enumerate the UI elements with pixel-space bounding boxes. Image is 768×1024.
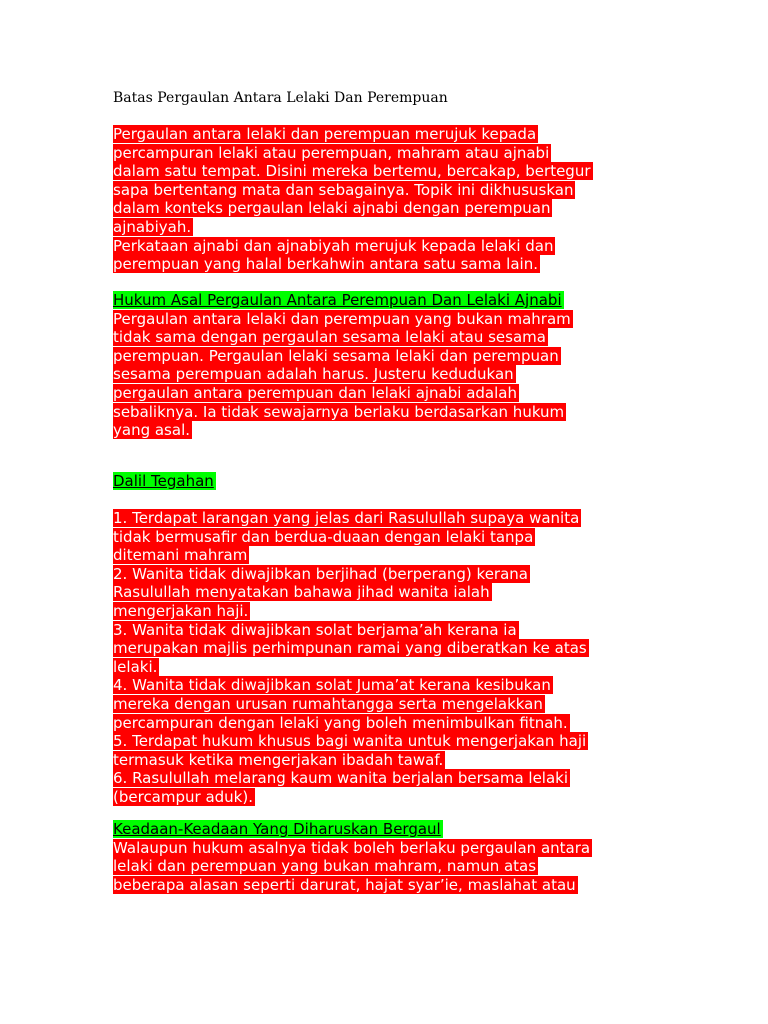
text-line: Walaupun hukum asalnya tidak boleh berlaku pergaulan antara: [113, 838, 591, 857]
list-item: 6. Rasulullah melarang kaum wanita berjalan bersama lelaki: [113, 769, 569, 788]
list-item: tidak bermusafir dan berdua-duaan dengan lelaki tanpa: [113, 527, 534, 546]
text-line: pergaulan antara perempuan dan lelaki ajnabi adalah: [113, 383, 517, 402]
list-item: mengerjakan haji.: [113, 601, 249, 620]
document-title: Batas Pergaulan Antara Lelaki Dan Perempuan: [113, 90, 448, 106]
list-item: 1. Terdapat larangan yang jelas dari Rasulullah supaya wanita: [113, 509, 580, 527]
list-item: ditemani mahram: [113, 546, 248, 565]
text-line: tidak sama dengan pergaulan sesama lelaki atau sesama: [113, 328, 546, 347]
section-keadaan-bergaul: [113, 820, 673, 894]
text-line: perempuan. Pergaulan lelaki sesama lelaki dan perempuan: [113, 346, 559, 365]
text-line: sesama perempuan adalah harus. Justeru kedudukan: [113, 365, 514, 384]
list-item: 3. Wanita tidak diwajibkan solat berjama’ah kerana ia: [113, 620, 517, 639]
list-item: 4. Wanita tidak diwajibkan solat Juma’at kerana kesibukan: [113, 676, 551, 695]
list-item: (bercampur aduk).: [113, 787, 253, 806]
text-line: dalam satu tempat. Disini mereka bertemu, bercakap, bertegur: [113, 162, 591, 181]
text-line: yang asal.: [113, 421, 190, 440]
list-item: lelaki.: [113, 657, 158, 676]
list-item: Rasulullah menyatakan bahawa jihad wanita ialah: [113, 583, 490, 602]
section-heading: Keadaan-Keadaan Yang Diharuskan Bergaul: [113, 820, 441, 838]
text-line: Pergaulan antara lelaki dan perempuan merujuk kepada: [113, 125, 537, 143]
text-line: ajnabiyah.: [113, 217, 192, 236]
text-line: lelaki dan perempuan yang bukan mahram, namun atas: [113, 857, 537, 876]
section-heading: Hukum Asal Pergaulan Antara Perempuan Dan Lelaki Ajnabi: [113, 291, 562, 309]
list-item: merupakan majlis perhimpunan ramai yang diberatkan ke atas: [113, 639, 587, 658]
list-item: termasuk ketika mengerjakan ibadah tawaf.: [113, 750, 444, 769]
text-line: percampuran lelaki atau perempuan, mahram atau ajnabi: [113, 143, 550, 162]
section-heading: Dalil Tegahan: [113, 472, 214, 490]
text-line: Perkataan ajnabi dan ajnabiyah merujuk kepada lelaki dan: [113, 236, 554, 255]
list-item: percampuran dengan lelaki yang boleh menimbulkan fitnah.: [113, 713, 568, 732]
text-line: sebaliknya. Ia tidak sewajarnya berlaku berdasarkan hukum: [113, 402, 565, 421]
list-item: 2. Wanita tidak diwajibkan berjihad (berperang) kerana: [113, 564, 528, 583]
section-dalil-tegahan-heading: [113, 472, 673, 491]
text-line: sapa bertentang mata dan sebagainya. Topik ini dikhususkan: [113, 180, 574, 199]
text-line: dalam konteks pergaulan lelaki ajnabi dengan perempuan: [113, 199, 551, 218]
section-hukum-asal: [113, 291, 673, 440]
intro-paragraph: [113, 125, 673, 274]
text-line: perempuan yang halal berkahwin antara satu sama lain.: [113, 255, 538, 274]
text-line: Pergaulan antara lelaki dan perempuan yang bukan mahram: [113, 309, 571, 328]
list-item: mereka dengan urusan rumahtangga serta mengelakkan: [113, 694, 543, 713]
section-dalil-tegahan: [113, 509, 673, 807]
text-line: beberapa alasan seperti darurat, hajat syar’ie, maslahat atau: [113, 875, 576, 894]
list-item: 5. Terdapat hukum khusus bagi wanita untuk mengerjakan haji: [113, 732, 587, 751]
